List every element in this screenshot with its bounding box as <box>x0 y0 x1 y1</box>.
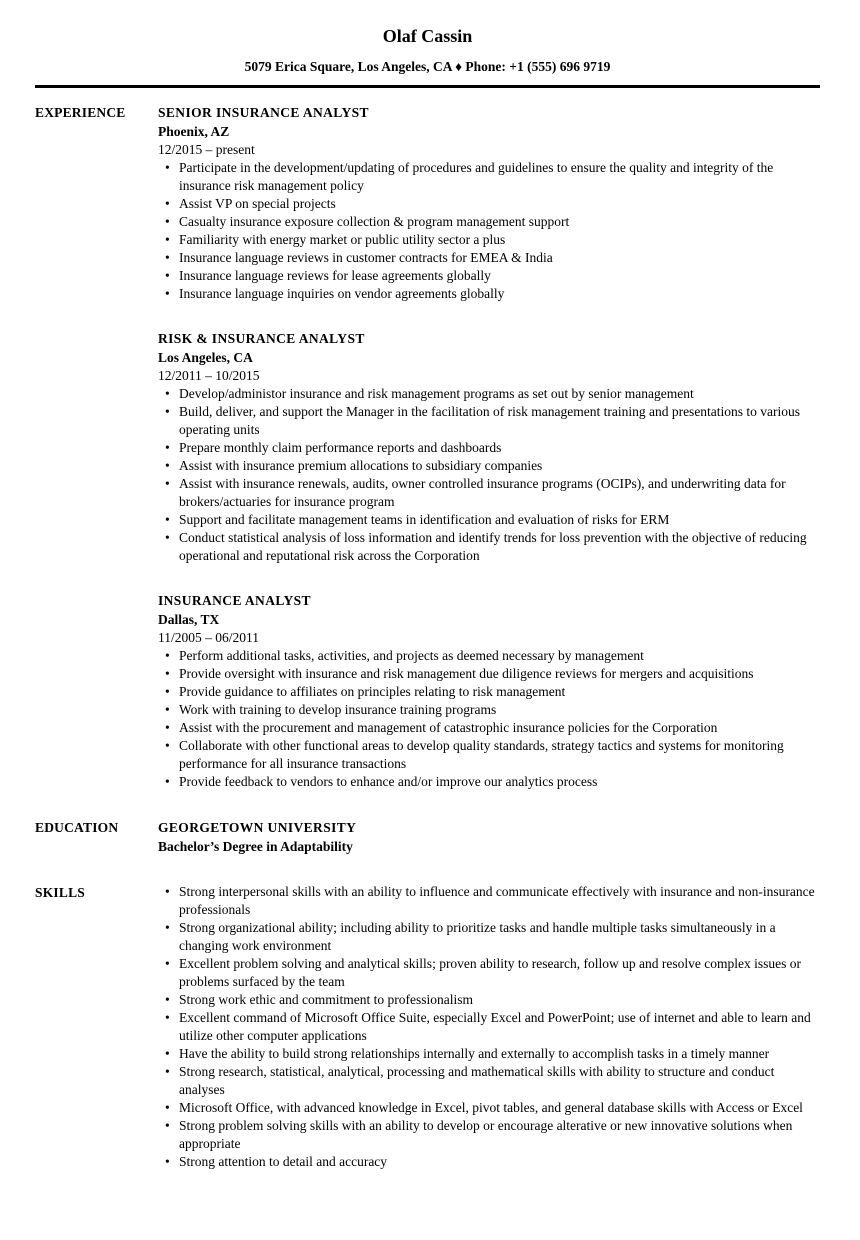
bullet-item: • Assist with insurance renewals, audits, owner controlled insurance programs (OCIPs), and underwriting data for brokers/actuaries for insurance program <box>158 475 820 511</box>
skills-section <box>35 883 820 1171</box>
resume-body <box>35 103 820 1171</box>
bullet-item: • Insurance language reviews for lease agreements globally <box>158 267 820 285</box>
bullet-item: • Insurance language reviews in customer contracts for EMEA & India <box>158 249 820 267</box>
resume-header <box>35 26 820 75</box>
job-bullet-list <box>158 385 820 565</box>
job-dates: 11/2005 – 06/2011 <box>158 630 259 645</box>
job-entry <box>158 329 820 565</box>
bullet-item: • Strong interpersonal skills with an ability to influence and communicate effectively with insurance and non-insurance professionals <box>158 883 820 919</box>
bullet-item: • Develop/administor insurance and risk management programs as set out by senior management <box>158 385 820 403</box>
bullet-item: • Work with training to develop insurance training programs <box>158 701 820 719</box>
job-location: Los Angeles, CA <box>158 350 253 365</box>
bullet-item: • Casualty insurance exposure collection & program management support <box>158 213 820 231</box>
bullet-item: • Familiarity with energy market or public utility sector a plus <box>158 231 820 249</box>
bullet-item: • Perform additional tasks, activities, and projects as deemed necessary by management <box>158 647 820 665</box>
bullet-item: • Insurance language inquiries on vendor agreements globally <box>158 285 820 303</box>
job-dates: 12/2015 – present <box>158 142 255 157</box>
bullet-item: • Strong problem solving skills with an ability to develop or encourage alterative or new innovative solutions when appropriate <box>158 1117 820 1153</box>
bullet-item: • Assist with the procurement and management of catastrophic insurance policies for the Corporation <box>158 719 820 737</box>
person-name: Olaf Cassin <box>382 26 473 46</box>
job-title: SENIOR INSURANCE ANALYST <box>158 105 369 120</box>
job-entry <box>158 591 820 791</box>
header-divider <box>35 85 820 88</box>
education-school: GEORGETOWN UNIVERSITY <box>158 820 357 835</box>
education-section <box>35 818 820 856</box>
job-title: RISK & INSURANCE ANALYST <box>158 331 365 346</box>
job-bullet-list <box>158 647 820 791</box>
education-degree: Bachelor’s Degree in Adaptability <box>158 839 353 854</box>
bullet-item: • Microsoft Office, with advanced knowledge in Excel, pivot tables, and general database skills with Access or Excel <box>158 1099 820 1117</box>
job-title: INSURANCE ANALYST <box>158 593 311 608</box>
bullet-item: • Strong research, statistical, analytical, processing and mathematical skills with ability to structure and conduct analyses <box>158 1063 820 1099</box>
bullet-item: • Build, deliver, and support the Manager in the facilitation of risk management training and presentations to various operating units <box>158 403 820 439</box>
bullet-item: • Have the ability to build strong relationships internally and externally to accomplish tasks in a timely manner <box>158 1045 820 1063</box>
education-section-label: EDUCATION <box>35 820 119 835</box>
bullet-item: • Assist with insurance premium allocations to subsidiary companies <box>158 457 820 475</box>
bullet-item: • Assist VP on special projects <box>158 195 820 213</box>
skills-section-label: SKILLS <box>35 885 85 900</box>
experience-content <box>158 103 820 791</box>
job-location: Phoenix, AZ <box>158 124 230 139</box>
bullet-item: • Collaborate with other functional areas to develop quality standards, strategy tactics and systems for monitoring performance for all insurance transactions <box>158 737 820 773</box>
job-bullet-list <box>158 159 820 303</box>
bullet-item: • Strong attention to detail and accuracy <box>158 1153 820 1171</box>
experience-section <box>35 103 820 791</box>
bullet-item: • Provide feedback to vendors to enhance and/or improve our analytics process <box>158 773 820 791</box>
bullet-item: • Provide guidance to affiliates on principles relating to risk management <box>158 683 820 701</box>
bullet-item: • Conduct statistical analysis of loss information and identify trends for loss prevention with the objective of reducing operational and reputational risk across the Corporation <box>158 529 820 565</box>
bullet-item: • Participate in the development/updating of procedures and guidelines to ensure the quality and integrity of the insurance risk management policy <box>158 159 820 195</box>
bullet-item: • Prepare monthly claim performance reports and dashboards <box>158 439 820 457</box>
skills-bullet-list <box>158 883 820 1171</box>
bullet-item: • Excellent problem solving and analytical skills; proven ability to research, follow up and resolve complex issues or problems surfaced by the team <box>158 955 820 991</box>
skills-content <box>158 883 820 1171</box>
bullet-item: • Provide oversight with insurance and risk management due diligence reviews for mergers and acquisitions <box>158 665 820 683</box>
bullet-item: • Strong organizational ability; including ability to prioritize tasks and handle multiple tasks simultaneously in a changing work environment <box>158 919 820 955</box>
bullet-item: • Excellent command of Microsoft Office Suite, especially Excel and PowerPoint; use of internet and able to learn and utilize other computer applications <box>158 1009 820 1045</box>
bullet-item: • Support and facilitate management teams in identification and evaluation of risks for ERM <box>158 511 820 529</box>
job-location: Dallas, TX <box>158 612 220 627</box>
experience-section-label: EXPERIENCE <box>35 105 126 120</box>
job-entry <box>158 103 820 303</box>
education-content <box>158 818 820 856</box>
contact-line: 5079 Erica Square, Los Angeles, CA ♦ Phone: +1 (555) 696 9719 <box>244 59 611 74</box>
job-dates: 12/2011 – 10/2015 <box>158 368 260 383</box>
bullet-item: • Strong work ethic and commitment to professionalism <box>158 991 820 1009</box>
